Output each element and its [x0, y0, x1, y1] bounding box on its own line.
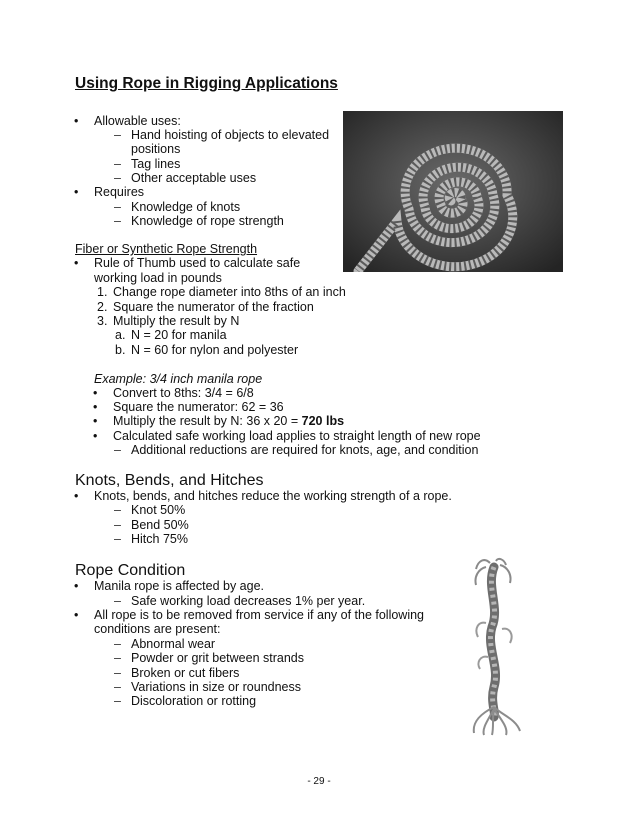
example-item: • Convert to 8ths: 3/4 = 6/8 — [113, 386, 254, 400]
knots-intro: • Knots, bends, and hitches reduce the working strength of a rope. — [94, 489, 452, 503]
uses-item-continued: positions — [131, 142, 181, 156]
condition-item: – Abnormal wear — [131, 637, 215, 651]
knots-item: – Bend 50% — [131, 518, 189, 532]
requires-item: – Knowledge of knots — [131, 200, 240, 214]
example-item: • Square the numerator: 62 = 36 — [113, 400, 284, 414]
uses-item: – Other acceptable uses — [131, 171, 256, 185]
example-sub-item: – Additional reductions are required for knots, age, and condition — [131, 443, 478, 457]
condition-item: – Broken or cut fibers — [131, 666, 239, 680]
example-title: Example: 3/4 inch manila rope — [94, 372, 263, 386]
condition-heading: Rope Condition — [75, 562, 186, 579]
uses-label: • Allowable uses: — [94, 114, 181, 128]
step-item: 3. Multiply the result by N — [97, 314, 240, 328]
condition-item: – Powder or grit between strands — [131, 651, 304, 665]
sub-step-item: a. N = 20 for manila — [115, 328, 227, 342]
condition-age: • Manila rope is affected by age. — [94, 579, 264, 593]
strength-heading: Fiber or Synthetic Rope Strength — [75, 242, 258, 256]
requires-label: • Requires — [94, 185, 144, 199]
requires-item: – Knowledge of rope strength — [131, 214, 284, 228]
uses-item: – Hand hoisting of objects to elevated — [131, 128, 329, 142]
rule-of-thumb-continued: working load in pounds — [94, 271, 222, 285]
knots-item: – Hitch 75% — [131, 532, 188, 546]
page-number: - 29 - — [307, 776, 331, 787]
condition-remove-continued: conditions are present: — [94, 622, 221, 636]
example-item: • Multiply the result by N: 36 x 20 = 720 lbs — [113, 414, 344, 428]
step-item: 1. Change rope diameter into 8ths of an inch — [97, 285, 346, 299]
condition-item: – Variations in size or roundness — [131, 680, 301, 694]
frayed-rope-photo — [464, 557, 530, 737]
knots-item: – Knot 50% — [131, 503, 185, 517]
coiled-rope-photo — [343, 111, 563, 272]
condition-remove: • All rope is to be removed from service if any of the following — [94, 608, 424, 622]
condition-item: – Discoloration or rotting — [131, 694, 256, 708]
example-item: • Calculated safe working load applies to straight length of new rope — [113, 429, 481, 443]
rule-of-thumb: • Rule of Thumb used to calculate safe — [94, 256, 300, 270]
sub-step-item: b. N = 60 for nylon and polyester — [115, 343, 299, 357]
knots-heading: Knots, Bends, and Hitches — [75, 472, 264, 489]
step-item: 2. Square the numerator of the fraction — [97, 300, 314, 314]
uses-item: – Tag lines — [131, 157, 180, 171]
page-title: Using Rope in Rigging Applications — [75, 75, 338, 92]
condition-age-sub: – Safe working load decreases 1% per year. — [131, 594, 365, 608]
